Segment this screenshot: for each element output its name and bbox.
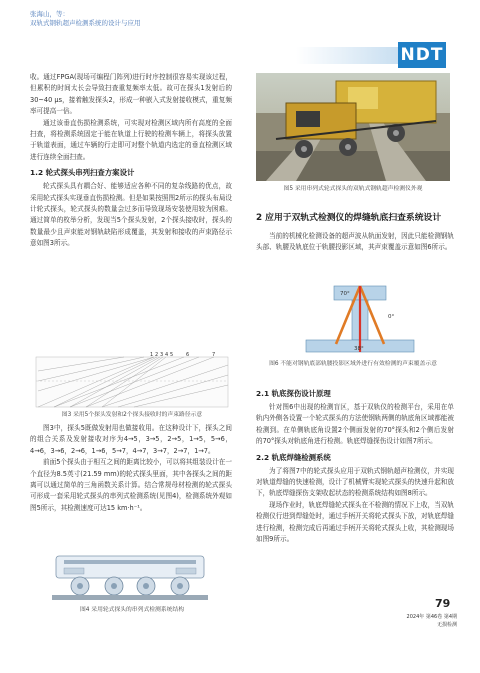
figure-4-system-structure (50, 552, 210, 604)
paragraph: 图3中，探头5既做发射用也做接收用。在这种设计下，探头之间的组合关系及发射接收对序为4→5，3→5，2→5，1→5，5→6，4→6，3→6，2→6，1→6，5→7，4→7，3→7，2→7，1→7。 (30, 424, 232, 455)
left-column-lower (30, 423, 232, 514)
right-column-lower (256, 384, 454, 545)
header-title: 双轨式钢轨超声检测系统的设计与应用 (30, 19, 141, 27)
figure-3-beam-paths (34, 351, 230, 409)
section-heading-2-1: 2.1 轨底探伤设计原理 (256, 389, 331, 398)
left-column (30, 72, 232, 250)
ndt-logo: NDT (398, 42, 446, 68)
issue-info: 2024年 第46卷 第4期 (406, 614, 457, 620)
angle-label-70: 70° (340, 291, 350, 297)
probe-label-3: 3 (160, 352, 164, 358)
probe-label-6: 6 (186, 352, 190, 358)
paragraph: 通过该垂直伤损检测系统，可实现对检测区域内所有高度的全面扫查，将检测系统固定于能在轨道上行驶的检测车辆上，将探头放置于轨道表面，通过车辆的行走即可对整个轨道内选定的垂直检测区域进行连续全面扫查。 (30, 118, 232, 161)
probe-label-4: 4 (165, 352, 169, 358)
paragraph: 当前的机械化检测设备的超声波从轨面发射，因此只能检测钢轨头部、轨腰及轨底位于轨腰投影区域，其声束覆盖示意如图6所示。 (256, 232, 454, 252)
rail-section-diagram (300, 284, 420, 356)
paragraph: 现场作业时，轨底焊缝轮式探头在不检测的情况下上收，当双轨检测仪行进到焊缝处时，通过手柄开关将轮式探头下放，对轨底焊缝进行检测，检测完成后再通过手柄开关将轮式探头上收，其检测现场如图9所示。 (256, 500, 454, 544)
section-heading-2-2: 2.2 轨底焊缝检测系统 (256, 452, 331, 462)
logo-gradient (296, 47, 398, 64)
running-header (30, 10, 141, 28)
figure-6-caption: 图6 不能对钢轨底部轨腰投影区域外进行有效检测的声束覆盖示意 (269, 361, 437, 367)
figure-4-caption: 图4 采用轮式探头的串列式检测系统结构 (79, 607, 185, 613)
paragraph: 针对图6中出现的检测盲区，基于双轨仪的检测平台，采用在单轨内外侧各设置一个轮式探头的方法使钢轨两侧的轨底角区域都能被检测到。在单侧轨底角设置2个侧面发射的70°探头和2个侧后发射的70°探头对轨底角进行检测。轨底焊缝探伤设计如图7所示。 (256, 403, 454, 446)
paragraph: 为了将图7中的轮式探头应用于双轨式钢轨超声检测仪，并实现对轨道焊缝的快速检测，设计了机械臂实现轮式探头的快速升起和放下，轨底焊缝探伤支架收起状态的检测系统结构如图8所示。 (256, 466, 454, 498)
probe-label-7: 7 (212, 352, 216, 358)
figure-6-beam-coverage (300, 284, 420, 356)
figure-5-caption: 图5 采用串列式轮式探头的双轨式钢轨超声检测仪外观 (283, 186, 423, 192)
paragraph: 收。通过FPGA(现场可编程门阵列)进行时序控制很容易实现该过程，但累积的时间太长会导致扫查重复频率太低。故可在探头1发射后的30~40 μs，接着触发探头2，形成一种嵌入式发射接收模式，重复频率可提高一倍。 (30, 73, 232, 116)
section-heading-1-2: 1.2 轮式探头串列扫查方案设计 (30, 168, 135, 178)
system-structure-diagram (50, 552, 210, 604)
header-authors: 张海山，等： (30, 10, 69, 18)
probe-label-5: 5 (170, 352, 174, 358)
journal-footer (405, 613, 457, 629)
probe-label-2: 2 (155, 352, 159, 358)
rail-inspection-device-photo (256, 73, 450, 181)
page-number: 79 (435, 597, 451, 610)
probe-label-1: 1 (150, 352, 154, 358)
figure-5-photo (256, 73, 450, 181)
section-heading-2: 2 应用于双轨式检测仪的焊缝轨底扫查系统设计 (256, 213, 442, 223)
journal-name: 无损检测 (436, 622, 457, 628)
figure-3-caption: 图3 采用5个探头发射和2个探头接收时的声束路径示意 (61, 412, 203, 418)
beam-path-diagram (34, 351, 230, 411)
paragraph: 轮式探头具有耦合好、能够适应各种不同的复杂线路的优点，故采用轮式探头实现垂直伤损检测。但是如果按照图2所示的探头布局设计轮式探头，轮式探头的数量会过多而导致现场安装使用较为困难。通过简单的枚举分析，发现当5个探头发射，2个探头接收时，探头的数量最少且声束能对钢轨缺陷形成覆盖，其发射和接收的声束路径示意如图3所示。 (30, 182, 233, 248)
right-column (256, 210, 454, 254)
angle-label-0: 0° (388, 314, 395, 320)
paragraph: 前面5个探头由于相互之间的距离比较小，可以将其组装设计在一个直径为8.5英寸(21.59 mm)的轮式探头里面，其中各探头之间的距离可以通过简单的三角函数关系计算。结合常规母材检测的轮式探头可形成一套采用轮式探头的串列式检测系统(见图4)，检测系统外观如图5所示，其检测速度可达15 km·h⁻¹。 (30, 458, 232, 512)
angle-label-38: 38° (354, 346, 364, 352)
